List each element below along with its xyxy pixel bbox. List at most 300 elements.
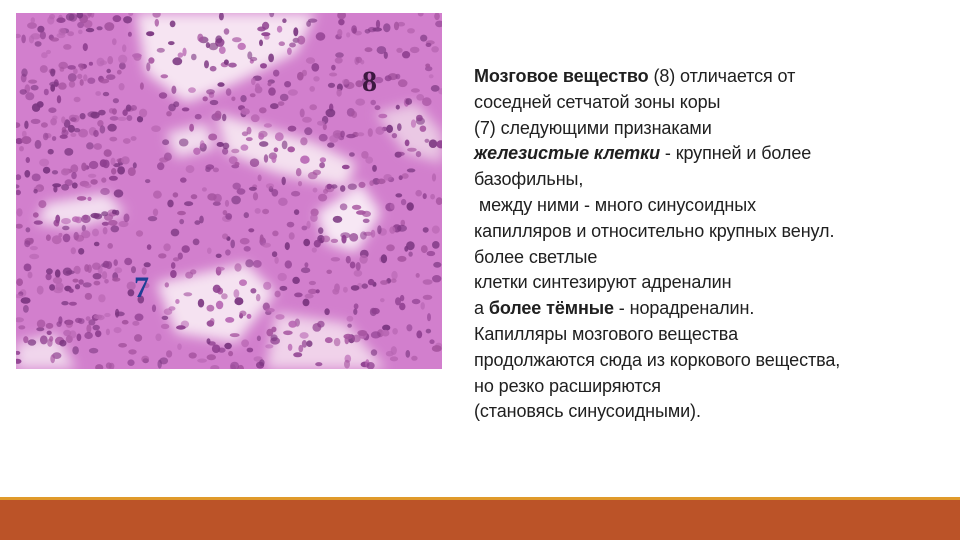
cell-nucleus bbox=[328, 83, 335, 88]
cell-nucleus bbox=[274, 257, 278, 264]
cell-nucleus bbox=[106, 74, 116, 80]
cell-nucleus bbox=[58, 233, 62, 237]
cell-nucleus bbox=[377, 179, 386, 185]
cell-nucleus bbox=[46, 323, 54, 329]
cell-nucleus bbox=[173, 257, 180, 261]
cell-nucleus bbox=[406, 324, 412, 331]
cell-nucleus bbox=[231, 196, 241, 205]
cell-nucleus bbox=[271, 155, 276, 163]
cell-nucleus bbox=[46, 268, 53, 274]
cell-nucleus bbox=[300, 156, 310, 164]
cell-nucleus bbox=[420, 35, 427, 42]
cell-nucleus bbox=[75, 284, 80, 289]
cell-nucleus bbox=[107, 56, 113, 64]
cell-nucleus bbox=[405, 98, 412, 105]
cell-nucleus bbox=[106, 69, 111, 73]
cell-nucleus bbox=[348, 184, 357, 190]
cell-nucleus bbox=[69, 81, 75, 88]
cell-nucleus bbox=[392, 328, 398, 335]
cell-nucleus bbox=[371, 331, 381, 338]
cell-nucleus bbox=[415, 190, 422, 197]
cell-nucleus bbox=[93, 325, 100, 331]
cell-nucleus bbox=[350, 262, 356, 269]
cell-nucleus bbox=[425, 64, 430, 68]
cell-nucleus bbox=[310, 214, 318, 222]
cell-nucleus bbox=[83, 282, 92, 287]
cell-nucleus bbox=[124, 258, 132, 265]
cell-nucleus bbox=[74, 128, 80, 132]
cell-nucleus bbox=[33, 212, 39, 217]
cell-nucleus bbox=[210, 318, 215, 324]
cell-nucleus bbox=[291, 191, 300, 197]
cell-nucleus bbox=[263, 282, 271, 290]
cell-nucleus bbox=[87, 78, 95, 84]
cell-nucleus bbox=[39, 159, 49, 167]
cell-nucleus bbox=[26, 227, 31, 232]
cell-nucleus bbox=[28, 272, 33, 279]
cell-nucleus bbox=[152, 305, 156, 313]
cell-nucleus bbox=[63, 234, 71, 243]
cell-nucleus bbox=[377, 225, 381, 234]
cell-nucleus bbox=[251, 78, 256, 85]
cell-nucleus bbox=[162, 139, 169, 145]
cell-nucleus bbox=[58, 316, 62, 324]
cell-nucleus bbox=[119, 83, 125, 90]
cell-nucleus bbox=[406, 350, 411, 358]
cell-nucleus bbox=[20, 89, 27, 95]
cell-nucleus bbox=[349, 233, 358, 242]
cell-nucleus bbox=[368, 128, 373, 137]
cell-nucleus bbox=[244, 212, 249, 218]
cell-nucleus bbox=[113, 15, 122, 22]
cell-nucleus bbox=[390, 203, 395, 210]
cell-nucleus bbox=[114, 189, 124, 197]
cell-nucleus bbox=[306, 21, 311, 27]
cell-nucleus bbox=[50, 69, 55, 77]
cell-nucleus bbox=[61, 301, 68, 305]
footer-bar bbox=[0, 500, 960, 540]
cell-nucleus bbox=[380, 280, 388, 285]
cell-nucleus bbox=[101, 177, 106, 182]
cell-nucleus bbox=[117, 70, 122, 75]
cell-nucleus bbox=[69, 330, 76, 338]
cell-nucleus bbox=[253, 192, 258, 200]
cell-nucleus bbox=[31, 119, 41, 124]
cell-nucleus bbox=[259, 40, 263, 47]
cell-nucleus bbox=[87, 111, 97, 117]
cell-nucleus bbox=[257, 336, 261, 342]
cell-nucleus bbox=[213, 168, 219, 173]
cell-nucleus bbox=[140, 82, 144, 89]
cell-nucleus bbox=[354, 303, 359, 309]
cell-nucleus bbox=[215, 35, 222, 43]
cell-nucleus bbox=[251, 114, 260, 122]
cell-nucleus bbox=[391, 279, 397, 283]
cell-nucleus bbox=[371, 308, 379, 314]
cell-nucleus bbox=[210, 66, 217, 72]
cell-nucleus bbox=[423, 295, 433, 300]
cell-nucleus bbox=[78, 30, 83, 35]
cell-nucleus bbox=[134, 334, 142, 342]
cell-nucleus bbox=[55, 282, 63, 290]
cell-nucleus bbox=[259, 359, 264, 366]
cell-nucleus bbox=[285, 260, 292, 268]
cell-nucleus bbox=[148, 57, 154, 63]
cell-nucleus bbox=[430, 194, 435, 200]
cell-nucleus bbox=[363, 219, 370, 223]
cell-nucleus bbox=[320, 157, 326, 162]
cell-nucleus bbox=[326, 109, 336, 118]
cell-nucleus bbox=[423, 227, 429, 233]
cell-nucleus bbox=[170, 21, 176, 28]
cell-nucleus bbox=[115, 309, 119, 318]
cell-nucleus bbox=[178, 52, 184, 57]
cell-nucleus bbox=[224, 28, 230, 34]
cell-nucleus bbox=[128, 32, 132, 37]
cell-nucleus bbox=[184, 201, 193, 206]
cell-nucleus bbox=[426, 329, 431, 334]
cell-nucleus bbox=[18, 325, 25, 329]
cell-nucleus bbox=[21, 35, 26, 44]
cell-nucleus bbox=[97, 58, 105, 67]
cell-nucleus bbox=[109, 176, 118, 181]
cell-nucleus bbox=[221, 293, 228, 299]
cell-nucleus bbox=[287, 222, 295, 228]
cell-nucleus bbox=[316, 32, 326, 40]
cell-nucleus bbox=[114, 259, 118, 266]
cell-nucleus bbox=[408, 252, 412, 257]
cell-nucleus bbox=[247, 314, 252, 319]
cell-nucleus bbox=[231, 97, 235, 102]
cell-nucleus bbox=[170, 270, 177, 278]
cell-nucleus bbox=[432, 173, 436, 181]
cell-nucleus bbox=[122, 320, 129, 325]
cell-nucleus bbox=[346, 32, 350, 37]
cell-nucleus bbox=[303, 299, 310, 307]
cell-nucleus bbox=[37, 286, 44, 295]
cell-nucleus bbox=[80, 113, 86, 119]
cell-nucleus bbox=[58, 82, 67, 89]
cell-nucleus bbox=[40, 335, 48, 344]
cell-nucleus bbox=[86, 142, 94, 149]
text-line: клетки синтезируют адреналин bbox=[474, 272, 732, 293]
cell-nucleus bbox=[56, 17, 65, 23]
cell-nucleus bbox=[86, 316, 91, 321]
cell-nucleus bbox=[200, 140, 205, 148]
cell-nucleus bbox=[338, 19, 344, 26]
cell-nucleus bbox=[315, 362, 322, 366]
cell-nucleus bbox=[78, 248, 84, 255]
cell-nucleus bbox=[191, 54, 197, 61]
cell-nucleus bbox=[266, 329, 273, 337]
cell-nucleus bbox=[151, 125, 161, 132]
cell-nucleus bbox=[189, 352, 197, 358]
cell-nucleus bbox=[41, 122, 48, 127]
cell-nucleus bbox=[57, 95, 61, 103]
cell-nucleus bbox=[248, 228, 254, 232]
cell-nucleus bbox=[296, 168, 302, 176]
cell-nucleus bbox=[405, 140, 410, 147]
cell-nucleus bbox=[24, 264, 32, 272]
cell-nucleus bbox=[186, 165, 195, 173]
cell-nucleus bbox=[302, 226, 308, 231]
cell-nucleus bbox=[335, 57, 343, 63]
cell-nucleus bbox=[258, 133, 264, 140]
cell-nucleus bbox=[23, 305, 29, 313]
cell-nucleus bbox=[222, 233, 228, 239]
cell-nucleus bbox=[219, 46, 226, 54]
cell-nucleus bbox=[114, 327, 122, 333]
cell-nucleus bbox=[24, 170, 30, 178]
cell-nucleus bbox=[404, 246, 408, 252]
cell-nucleus bbox=[41, 52, 48, 58]
cell-nucleus bbox=[427, 251, 436, 256]
cell-nucleus bbox=[84, 332, 93, 339]
cell-nucleus bbox=[267, 82, 271, 86]
cell-nucleus bbox=[402, 51, 410, 58]
cell-nucleus bbox=[26, 157, 30, 163]
cell-nucleus bbox=[161, 324, 169, 329]
cell-nucleus bbox=[66, 320, 73, 328]
cell-nucleus bbox=[397, 225, 407, 232]
cell-nucleus bbox=[107, 124, 116, 132]
cell-nucleus bbox=[313, 76, 319, 81]
cell-nucleus bbox=[121, 156, 130, 164]
cell-nucleus bbox=[35, 41, 42, 47]
cell-nucleus bbox=[304, 127, 312, 135]
cell-nucleus bbox=[100, 188, 110, 195]
cell-nucleus bbox=[114, 267, 122, 273]
cell-nucleus bbox=[177, 343, 182, 350]
cell-nucleus bbox=[297, 36, 305, 45]
cell-nucleus bbox=[382, 330, 390, 337]
cell-nucleus bbox=[288, 126, 297, 132]
cell-nucleus bbox=[70, 133, 76, 137]
cell-nucleus bbox=[87, 197, 91, 201]
cell-nucleus bbox=[411, 356, 417, 361]
text-line: но резко расширяются bbox=[474, 375, 661, 396]
cell-nucleus bbox=[104, 149, 112, 157]
cell-nucleus bbox=[255, 83, 260, 90]
cell-nucleus bbox=[132, 321, 139, 326]
cell-nucleus bbox=[264, 123, 272, 127]
cell-nucleus bbox=[70, 164, 78, 173]
cell-nucleus bbox=[112, 38, 117, 45]
cell-nucleus bbox=[292, 277, 300, 284]
cell-nucleus bbox=[326, 270, 332, 274]
cell-nucleus bbox=[278, 101, 285, 106]
cell-nucleus bbox=[55, 269, 61, 278]
cell-nucleus bbox=[314, 240, 321, 248]
cell-nucleus bbox=[257, 27, 266, 32]
cell-nucleus bbox=[206, 89, 215, 94]
cell-nucleus bbox=[239, 311, 246, 317]
cell-nucleus bbox=[241, 108, 250, 115]
cell-nucleus bbox=[340, 185, 345, 192]
cell-nucleus bbox=[32, 103, 40, 112]
cell-nucleus bbox=[28, 339, 37, 345]
cell-nucleus bbox=[336, 89, 341, 97]
cell-nucleus bbox=[75, 318, 82, 323]
cell-nucleus bbox=[79, 64, 84, 71]
cell-nucleus bbox=[355, 99, 365, 106]
cell-nucleus bbox=[127, 359, 134, 366]
cell-nucleus bbox=[29, 35, 34, 43]
cell-nucleus bbox=[279, 41, 285, 46]
cell-nucleus bbox=[360, 60, 364, 65]
cell-nucleus bbox=[259, 141, 268, 147]
cell-nucleus bbox=[302, 117, 312, 123]
cell-nucleus bbox=[353, 309, 357, 315]
cell-nucleus bbox=[43, 167, 50, 174]
cell-nucleus bbox=[43, 133, 49, 140]
cell-nucleus bbox=[294, 293, 303, 298]
cell-nucleus bbox=[234, 297, 243, 305]
cell-nucleus bbox=[319, 162, 325, 168]
cell-nucleus bbox=[165, 282, 169, 287]
cell-nucleus bbox=[260, 63, 267, 68]
cell-nucleus bbox=[253, 260, 262, 268]
cell-nucleus bbox=[94, 143, 102, 150]
cell-nucleus bbox=[62, 226, 69, 231]
cell-nucleus bbox=[356, 262, 361, 271]
cell-nucleus bbox=[371, 230, 376, 238]
cell-nucleus bbox=[173, 192, 179, 197]
cell-nucleus bbox=[377, 46, 387, 54]
cell-nucleus bbox=[390, 356, 398, 361]
cell-nucleus bbox=[386, 351, 394, 357]
cell-nucleus bbox=[94, 315, 103, 320]
cell-nucleus bbox=[255, 208, 261, 214]
cell-nucleus bbox=[157, 48, 165, 53]
cell-nucleus bbox=[108, 220, 118, 226]
cell-nucleus bbox=[127, 115, 133, 121]
cell-nucleus bbox=[386, 125, 393, 133]
cell-nucleus bbox=[351, 285, 360, 291]
cell-nucleus bbox=[213, 194, 222, 203]
cell-nucleus bbox=[275, 291, 281, 298]
cell-nucleus bbox=[167, 200, 173, 208]
cell-nucleus bbox=[159, 92, 167, 98]
cell-nucleus bbox=[168, 41, 175, 45]
cell-nucleus bbox=[423, 279, 433, 285]
text-fragment: - норадреналин. bbox=[613, 298, 755, 319]
cell-nucleus bbox=[250, 158, 259, 167]
cell-nucleus bbox=[27, 22, 37, 29]
cell-nucleus bbox=[396, 105, 400, 110]
cell-nucleus bbox=[347, 324, 352, 328]
cell-nucleus bbox=[16, 278, 23, 286]
cell-nucleus bbox=[175, 299, 179, 304]
cell-nucleus bbox=[342, 79, 350, 85]
cell-nucleus bbox=[407, 28, 415, 33]
cell-nucleus bbox=[111, 225, 120, 232]
cell-nucleus bbox=[265, 344, 273, 348]
cell-nucleus bbox=[71, 172, 77, 179]
cell-nucleus bbox=[225, 249, 231, 255]
cell-nucleus bbox=[136, 230, 143, 236]
cell-nucleus bbox=[259, 107, 267, 113]
cell-nucleus bbox=[277, 26, 282, 33]
cell-nucleus bbox=[411, 88, 420, 92]
cell-nucleus bbox=[225, 317, 234, 323]
cell-nucleus bbox=[421, 245, 428, 253]
cell-nucleus bbox=[317, 121, 325, 126]
term-glandular-cells: железистые клетки bbox=[474, 143, 660, 164]
cell-nucleus bbox=[397, 256, 406, 262]
cell-nucleus bbox=[429, 74, 434, 78]
cell-nucleus bbox=[52, 136, 56, 141]
cell-nucleus bbox=[58, 28, 66, 36]
cell-nucleus bbox=[46, 234, 51, 241]
cell-nucleus bbox=[44, 89, 49, 96]
cell-nucleus bbox=[118, 55, 127, 64]
cell-nucleus bbox=[346, 256, 351, 264]
cell-nucleus bbox=[182, 245, 190, 253]
cell-nucleus bbox=[324, 308, 329, 315]
cell-nucleus bbox=[77, 196, 87, 201]
cell-nucleus bbox=[70, 117, 76, 122]
cell-nucleus bbox=[247, 348, 254, 353]
cell-nucleus bbox=[362, 283, 368, 288]
cell-nucleus bbox=[71, 247, 76, 254]
cell-nucleus bbox=[104, 313, 110, 317]
cell-nucleus bbox=[210, 100, 219, 105]
cell-nucleus bbox=[49, 14, 55, 19]
cell-nucleus bbox=[272, 231, 278, 237]
cell-nucleus bbox=[90, 213, 99, 218]
cell-nucleus bbox=[300, 137, 307, 145]
cell-nucleus bbox=[132, 53, 142, 58]
cell-nucleus bbox=[312, 323, 321, 332]
cell-nucleus bbox=[342, 165, 350, 170]
cell-nucleus bbox=[427, 313, 431, 321]
cell-nucleus bbox=[189, 124, 194, 132]
cell-nucleus bbox=[268, 54, 274, 63]
cell-nucleus bbox=[216, 267, 225, 271]
cell-nucleus bbox=[72, 216, 80, 222]
cell-nucleus bbox=[423, 193, 427, 199]
cell-nucleus bbox=[24, 240, 30, 247]
cell-nucleus bbox=[354, 270, 363, 277]
cell-nucleus bbox=[340, 232, 350, 238]
cell-nucleus bbox=[223, 143, 230, 150]
cell-nucleus bbox=[347, 316, 354, 322]
cell-nucleus bbox=[58, 62, 68, 69]
cell-nucleus bbox=[135, 314, 144, 321]
cell-nucleus bbox=[337, 29, 342, 37]
cell-nucleus bbox=[193, 148, 200, 155]
cell-nucleus bbox=[216, 254, 222, 258]
cell-nucleus bbox=[300, 332, 309, 339]
cell-nucleus bbox=[215, 111, 222, 119]
cell-nucleus bbox=[432, 241, 440, 249]
cell-nucleus bbox=[86, 28, 94, 32]
cell-nucleus bbox=[422, 97, 432, 106]
cell-nucleus bbox=[346, 134, 356, 138]
cell-nucleus bbox=[102, 222, 109, 226]
cell-nucleus bbox=[153, 209, 158, 217]
cell-nucleus bbox=[241, 339, 249, 347]
cell-nucleus bbox=[63, 268, 72, 276]
cell-nucleus bbox=[325, 337, 333, 343]
cell-nucleus bbox=[258, 175, 262, 182]
cell-nucleus bbox=[77, 74, 82, 79]
cell-nucleus bbox=[245, 259, 253, 267]
cell-nucleus bbox=[431, 85, 440, 92]
cell-nucleus bbox=[397, 123, 402, 131]
cell-nucleus bbox=[89, 348, 98, 354]
